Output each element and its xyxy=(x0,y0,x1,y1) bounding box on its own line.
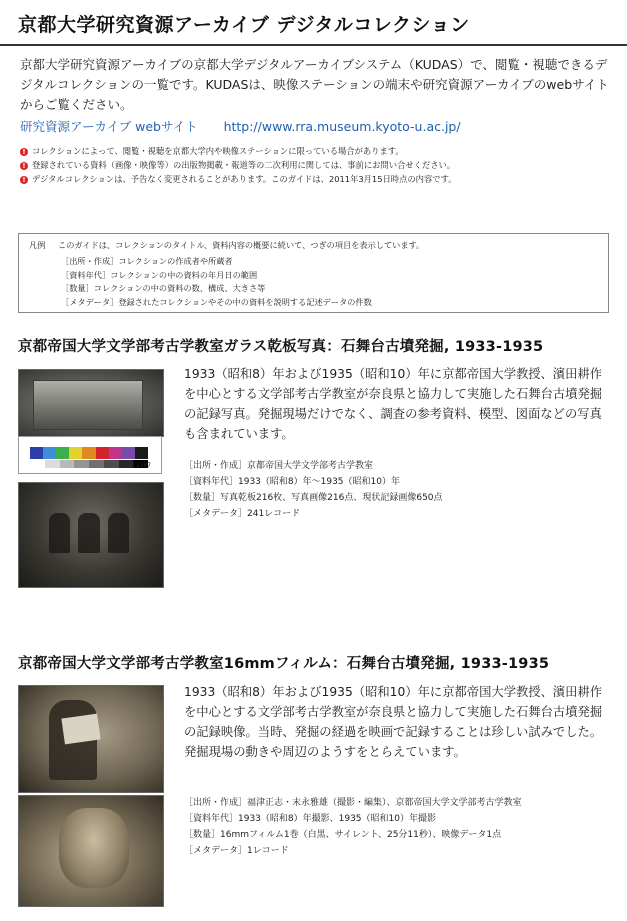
legend-label: 凡例 xyxy=(29,240,46,250)
notes-list xyxy=(20,144,620,186)
collection-2-meta xyxy=(184,795,614,859)
plate-number: 12387 xyxy=(131,462,151,469)
website-line xyxy=(20,117,620,135)
excavation-photo xyxy=(18,482,164,588)
collection-2-title: 京都帝国大学文学部考古学教室16mmフィルム：石舞台古墳発掘, 1933-1935 xyxy=(18,656,550,672)
legend-items xyxy=(61,255,372,309)
meta-quantity: ［数量］16mmフィルム1巻（白黒、サイレント、25分11秒）、映像データ1点 xyxy=(184,830,502,840)
collection-2-description: 1933（昭和8）年および1935（昭和10）年に京都帝国大学教授、濱田耕作を中心とする文学部考古学教室が奈良県と協力して実施した石舞台古墳発掘の記録映像。当時、発掘の経過を映画で記録することは珍しい試みでした。発掘現場の動きや周辺のようすをとらえています。 xyxy=(184,685,603,759)
film-still-photo-2 xyxy=(18,795,164,907)
meta-metadata: ［メタデータ］1レコード xyxy=(184,846,289,856)
legend-header xyxy=(29,240,424,251)
legend-item-source: ［出所・作成］コレクションの作成者や所蔵者 xyxy=(61,256,233,266)
note-item: ! コレクションによって、閲覧・視聴を京都大学内や映像ステーションに限っている場合があります。 xyxy=(20,144,620,158)
website-label: 研究資源アーカイブ webサイト xyxy=(20,119,198,134)
intro-paragraph: 京都大学研究資源アーカイブの京都大学デジタルアーカイブシステム（KUDAS）で、閲覧・視聴できるデジタルコレクションの一覧です。KUDASは、映像ステーションの端末や研究資源アーカイブのwebサイトからご覧ください。 xyxy=(20,57,609,112)
collection-1-meta xyxy=(184,458,614,522)
collection-1-description: 1933（昭和8）年および1935（昭和10）年に京都帝国大学教授、濱田耕作を中心とする文学部考古学教室が奈良県と協力して実施した石舞台古墳発掘の記録写真。発掘現場だけでなく、調査の参考資料、模型、図面などの写真も含まれています。 xyxy=(184,367,603,441)
page-title: 京都大学研究資源アーカイブ デジタルコレクション xyxy=(18,14,470,36)
note-item: ! 登録されている資料（画像・映像等）の出版物掲載・報道等の二次利用に関しては、事前にお問い合せください。 xyxy=(20,158,620,172)
calibration-card xyxy=(18,436,162,474)
glass-plate-image xyxy=(33,380,143,430)
website-url-link[interactable]: http://www.rra.museum.kyoto-u.ac.jp/ xyxy=(223,119,461,134)
warning-icon: ! xyxy=(20,148,28,156)
meta-source: ［出所・作成］京都帝国大学文学部考古学教室 xyxy=(184,461,374,471)
note-item: ! デジタルコレクションは、予告なく変更されることがあります。このガイドは、2011年3月15日時点の内容です。 xyxy=(20,172,620,186)
legend-item-period: ［資料年代］コレクションの中の資料の年月日の範囲 xyxy=(61,269,258,280)
legend-item-metadata: ［メタデータ］登録されたコレクションやその中の資料を説明する記述データの件数 xyxy=(61,296,372,307)
meta-period: ［資料年代］1933（昭和8）年～1935（昭和10）年 xyxy=(184,477,400,487)
collection-1-title: 京都帝国大学文学部考古学教室ガラス乾板写真：石舞台古墳発掘, 1933-1935 xyxy=(18,339,544,355)
face-closeup xyxy=(59,808,129,888)
meta-source: ［出所・作成］福津正志・末永雅雄（撮影・編集）、京都帝国大学文学部考古学教室 xyxy=(184,798,522,808)
meta-metadata: ［メタデータ］241レコード xyxy=(184,509,301,519)
glass-plate-photo xyxy=(18,369,164,437)
legend-box xyxy=(18,233,609,313)
warning-icon: ! xyxy=(20,176,28,184)
title-divider xyxy=(0,44,627,46)
film-still-photo-1 xyxy=(18,685,164,793)
legend-intro: このガイドは、コレクションのタイトル、資料内容の概要に続いて、つぎの項目を表示しています。 xyxy=(58,240,425,250)
meta-period: ［資料年代］1933（昭和8）年撮影、1935（昭和10）年撮影 xyxy=(184,814,436,824)
film-board xyxy=(61,714,100,745)
warning-icon: ! xyxy=(20,162,28,170)
legend-item-quantity: ［数量］コレクションの中の資料の数、構成、大きさ等 xyxy=(61,283,266,293)
meta-quantity: ［数量］写真乾板216枚、写真画像216点、現状記録画像650点 xyxy=(184,493,443,503)
excavation-figures xyxy=(49,513,129,553)
